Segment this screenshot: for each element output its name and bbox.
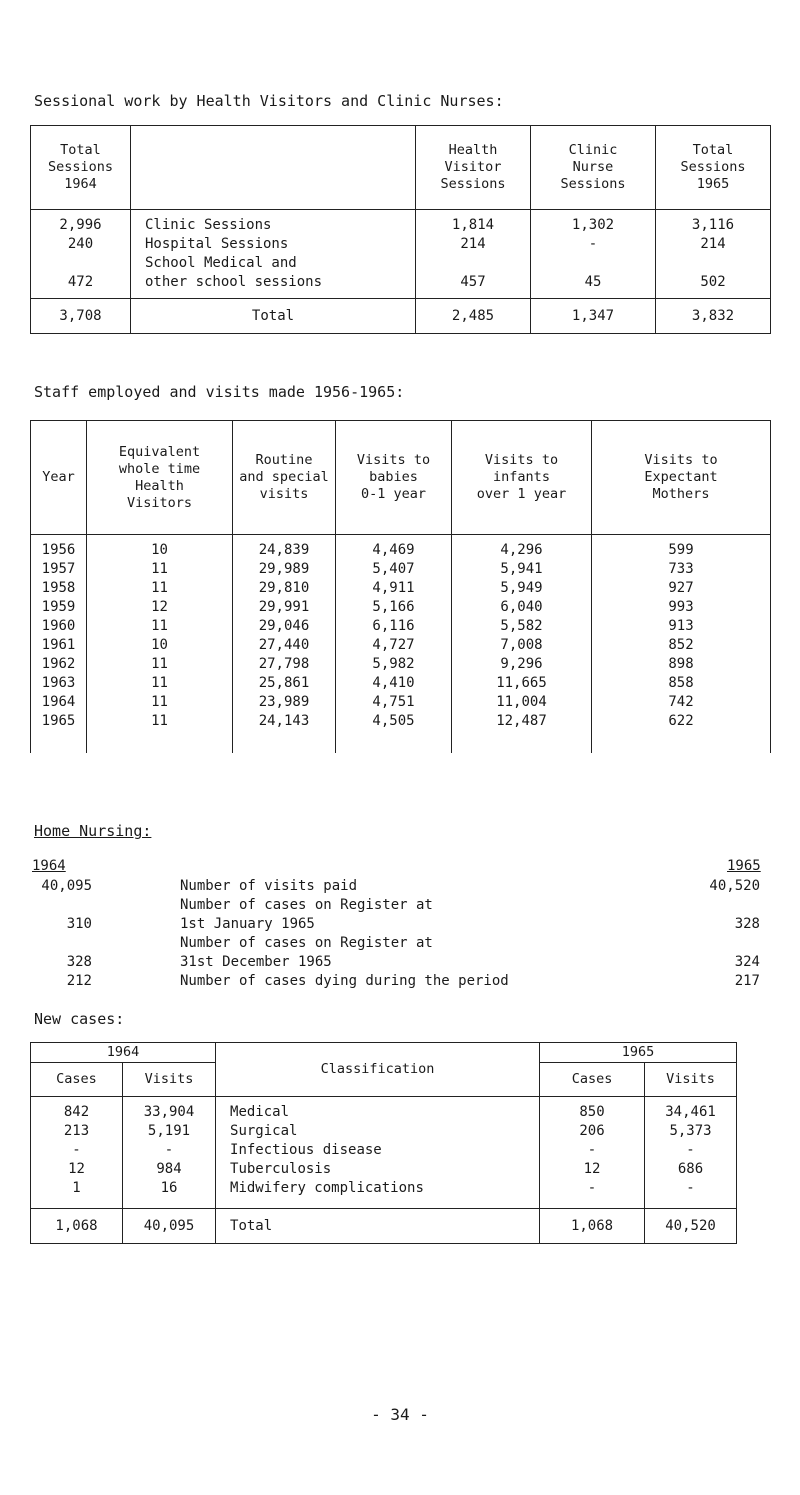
new-cases-year-row: [31, 1043, 737, 1063]
sessions-total-total1965: 3,832: [656, 299, 771, 334]
new-cases-visits-1965-cell: 34,461 5,373 - 686 -: [645, 1097, 737, 1209]
home-nursing-line: [30, 915, 760, 934]
sessions-health-visitor-cell: 1,814 214 457: [416, 210, 531, 299]
col-year: Year: [31, 421, 87, 535]
home-nursing-line: [30, 877, 760, 896]
col-infants-visits: Visits to infants over 1 year: [452, 421, 592, 535]
new-cases-classification-cell: Medical Surgical Infectious disease Tuberculosis Midwifery complications: [216, 1097, 540, 1209]
new-cases-total-visits1964: 40,095: [123, 1209, 216, 1244]
home-nursing-value-1965: 217: [734, 973, 760, 989]
home-nursing-value-1964: 40,095: [41, 878, 92, 894]
staff-routine-cell: 24,839 29,989 29,810 29,991 29,046 27,440 27,798 25,861 23,989 24,143: [233, 535, 336, 753]
new-cases-title: New cases:: [34, 1010, 125, 1028]
home-nursing-label: Number of cases on Register at: [180, 935, 433, 951]
col-visits-1965: Visits: [645, 1063, 737, 1097]
col-label: [131, 126, 416, 210]
home-nursing-line: [30, 896, 760, 915]
col-health-visitors: Equivalent whole time Health Visitors: [87, 421, 233, 535]
home-nursing-value-1965: 324: [734, 954, 760, 970]
sessions-total-1965-cell: 3,116 214 502: [656, 210, 771, 299]
sessions-total-row: [31, 299, 771, 334]
sessions-total-cn: 1,347: [531, 299, 656, 334]
home-nursing-value-1964: 310: [66, 916, 92, 932]
new-cases-visits-1964-cell: 33,904 5,191 - 984 16: [123, 1097, 216, 1209]
new-cases-total-row: [31, 1209, 737, 1244]
col-total-1965: Total Sessions 1965: [656, 126, 771, 210]
home-nursing-value-1965: 328: [734, 916, 760, 932]
sessions-total-label: Total: [131, 299, 416, 334]
home-nursing-line: [30, 934, 760, 953]
staff-title: Staff employed and visits made 1956-1965:: [34, 383, 405, 401]
sessions-data-rows: [31, 210, 771, 299]
col-clinic-nurse: Clinic Nurse Sessions: [531, 126, 656, 210]
col-babies-visits: Visits to babies 0-1 year: [336, 421, 452, 535]
sessions-total-hv: 2,485: [416, 299, 531, 334]
new-cases-total-label: Total: [216, 1209, 540, 1244]
home-nursing-label: Number of cases dying during the period: [180, 973, 509, 989]
col-cases-1965: Cases: [540, 1063, 645, 1097]
staff-data-rows: [31, 535, 771, 753]
home-nursing-label: Number of cases on Register at: [180, 897, 433, 913]
sessions-total-total1964: 3,708: [31, 299, 131, 334]
new-cases-year-1964: 1964: [31, 1043, 216, 1063]
col-expectant-visits: Visits to Expectant Mothers: [592, 421, 771, 535]
sessions-table: [30, 125, 771, 334]
sessions-label-cell: Clinic Sessions Hospital Sessions School Medical and other school sessions: [131, 210, 416, 299]
new-cases-classification-header: Classification: [216, 1043, 540, 1097]
col-routine-visits: Routine and special visits: [233, 421, 336, 535]
col-total-1964: Total Sessions 1964: [31, 126, 131, 210]
home-nursing-year-1964: 1964: [32, 858, 66, 874]
home-nursing-value-1964: 212: [66, 973, 92, 989]
new-cases-total-cases1965: 1,068: [540, 1209, 645, 1244]
staff-table: [30, 420, 771, 753]
sessions-title: Sessional work by Health Visitors and Clinic Nurses:: [34, 92, 504, 110]
staff-expectant-cell: 599 733 927 993 913 852 898 858 742 622: [592, 535, 771, 753]
home-nursing-value-1965: 40,520: [709, 878, 760, 894]
new-cases-total-cases1964: 1,068: [31, 1209, 123, 1244]
col-visits-1964: Visits: [123, 1063, 216, 1097]
new-cases-table: [30, 1042, 737, 1244]
staff-header-row: [31, 421, 771, 535]
staff-health-visitors-cell: 10 11 11 12 11 10 11 11 11 11: [87, 535, 233, 753]
sessions-clinic-nurse-cell: 1,302 - 45: [531, 210, 656, 299]
staff-year-cell: 1956 1957 1958 1959 1960 1961 1962 1963 1964 1965: [31, 535, 87, 753]
col-cases-1964: Cases: [31, 1063, 123, 1097]
home-nursing-label: 1st January 1965: [180, 916, 315, 932]
sessions-header-row: [31, 126, 771, 210]
staff-infants-cell: 4,296 5,941 5,949 6,040 5,582 7,008 9,296 11,665 11,004 12,487: [452, 535, 592, 753]
new-cases-cases-1965-cell: 850 206 - 12 -: [540, 1097, 645, 1209]
home-nursing-label: 31st December 1965: [180, 954, 332, 970]
sessions-total-1964-cell: 2,996 240 472: [31, 210, 131, 299]
home-nursing-value-1964: 328: [66, 954, 92, 970]
staff-babies-cell: 4,469 5,407 4,911 5,166 6,116 4,727 5,982 4,410 4,751 4,505: [336, 535, 452, 753]
col-health-visitor: Health Visitor Sessions: [416, 126, 531, 210]
new-cases-total-visits1965: 40,520: [645, 1209, 737, 1244]
home-nursing-year-1965: 1965: [727, 858, 761, 874]
new-cases-year-1965: 1965: [540, 1043, 737, 1063]
new-cases-cases-1964-cell: 842 213 - 12 1: [31, 1097, 123, 1209]
home-nursing-line: [30, 953, 760, 972]
home-nursing-line: [30, 972, 760, 991]
new-cases-data-rows: [31, 1097, 737, 1209]
home-nursing-label: Number of visits paid: [180, 878, 358, 894]
page-number: - 34 -: [371, 1405, 429, 1424]
home-nursing-title: Home Nursing:: [34, 822, 152, 840]
